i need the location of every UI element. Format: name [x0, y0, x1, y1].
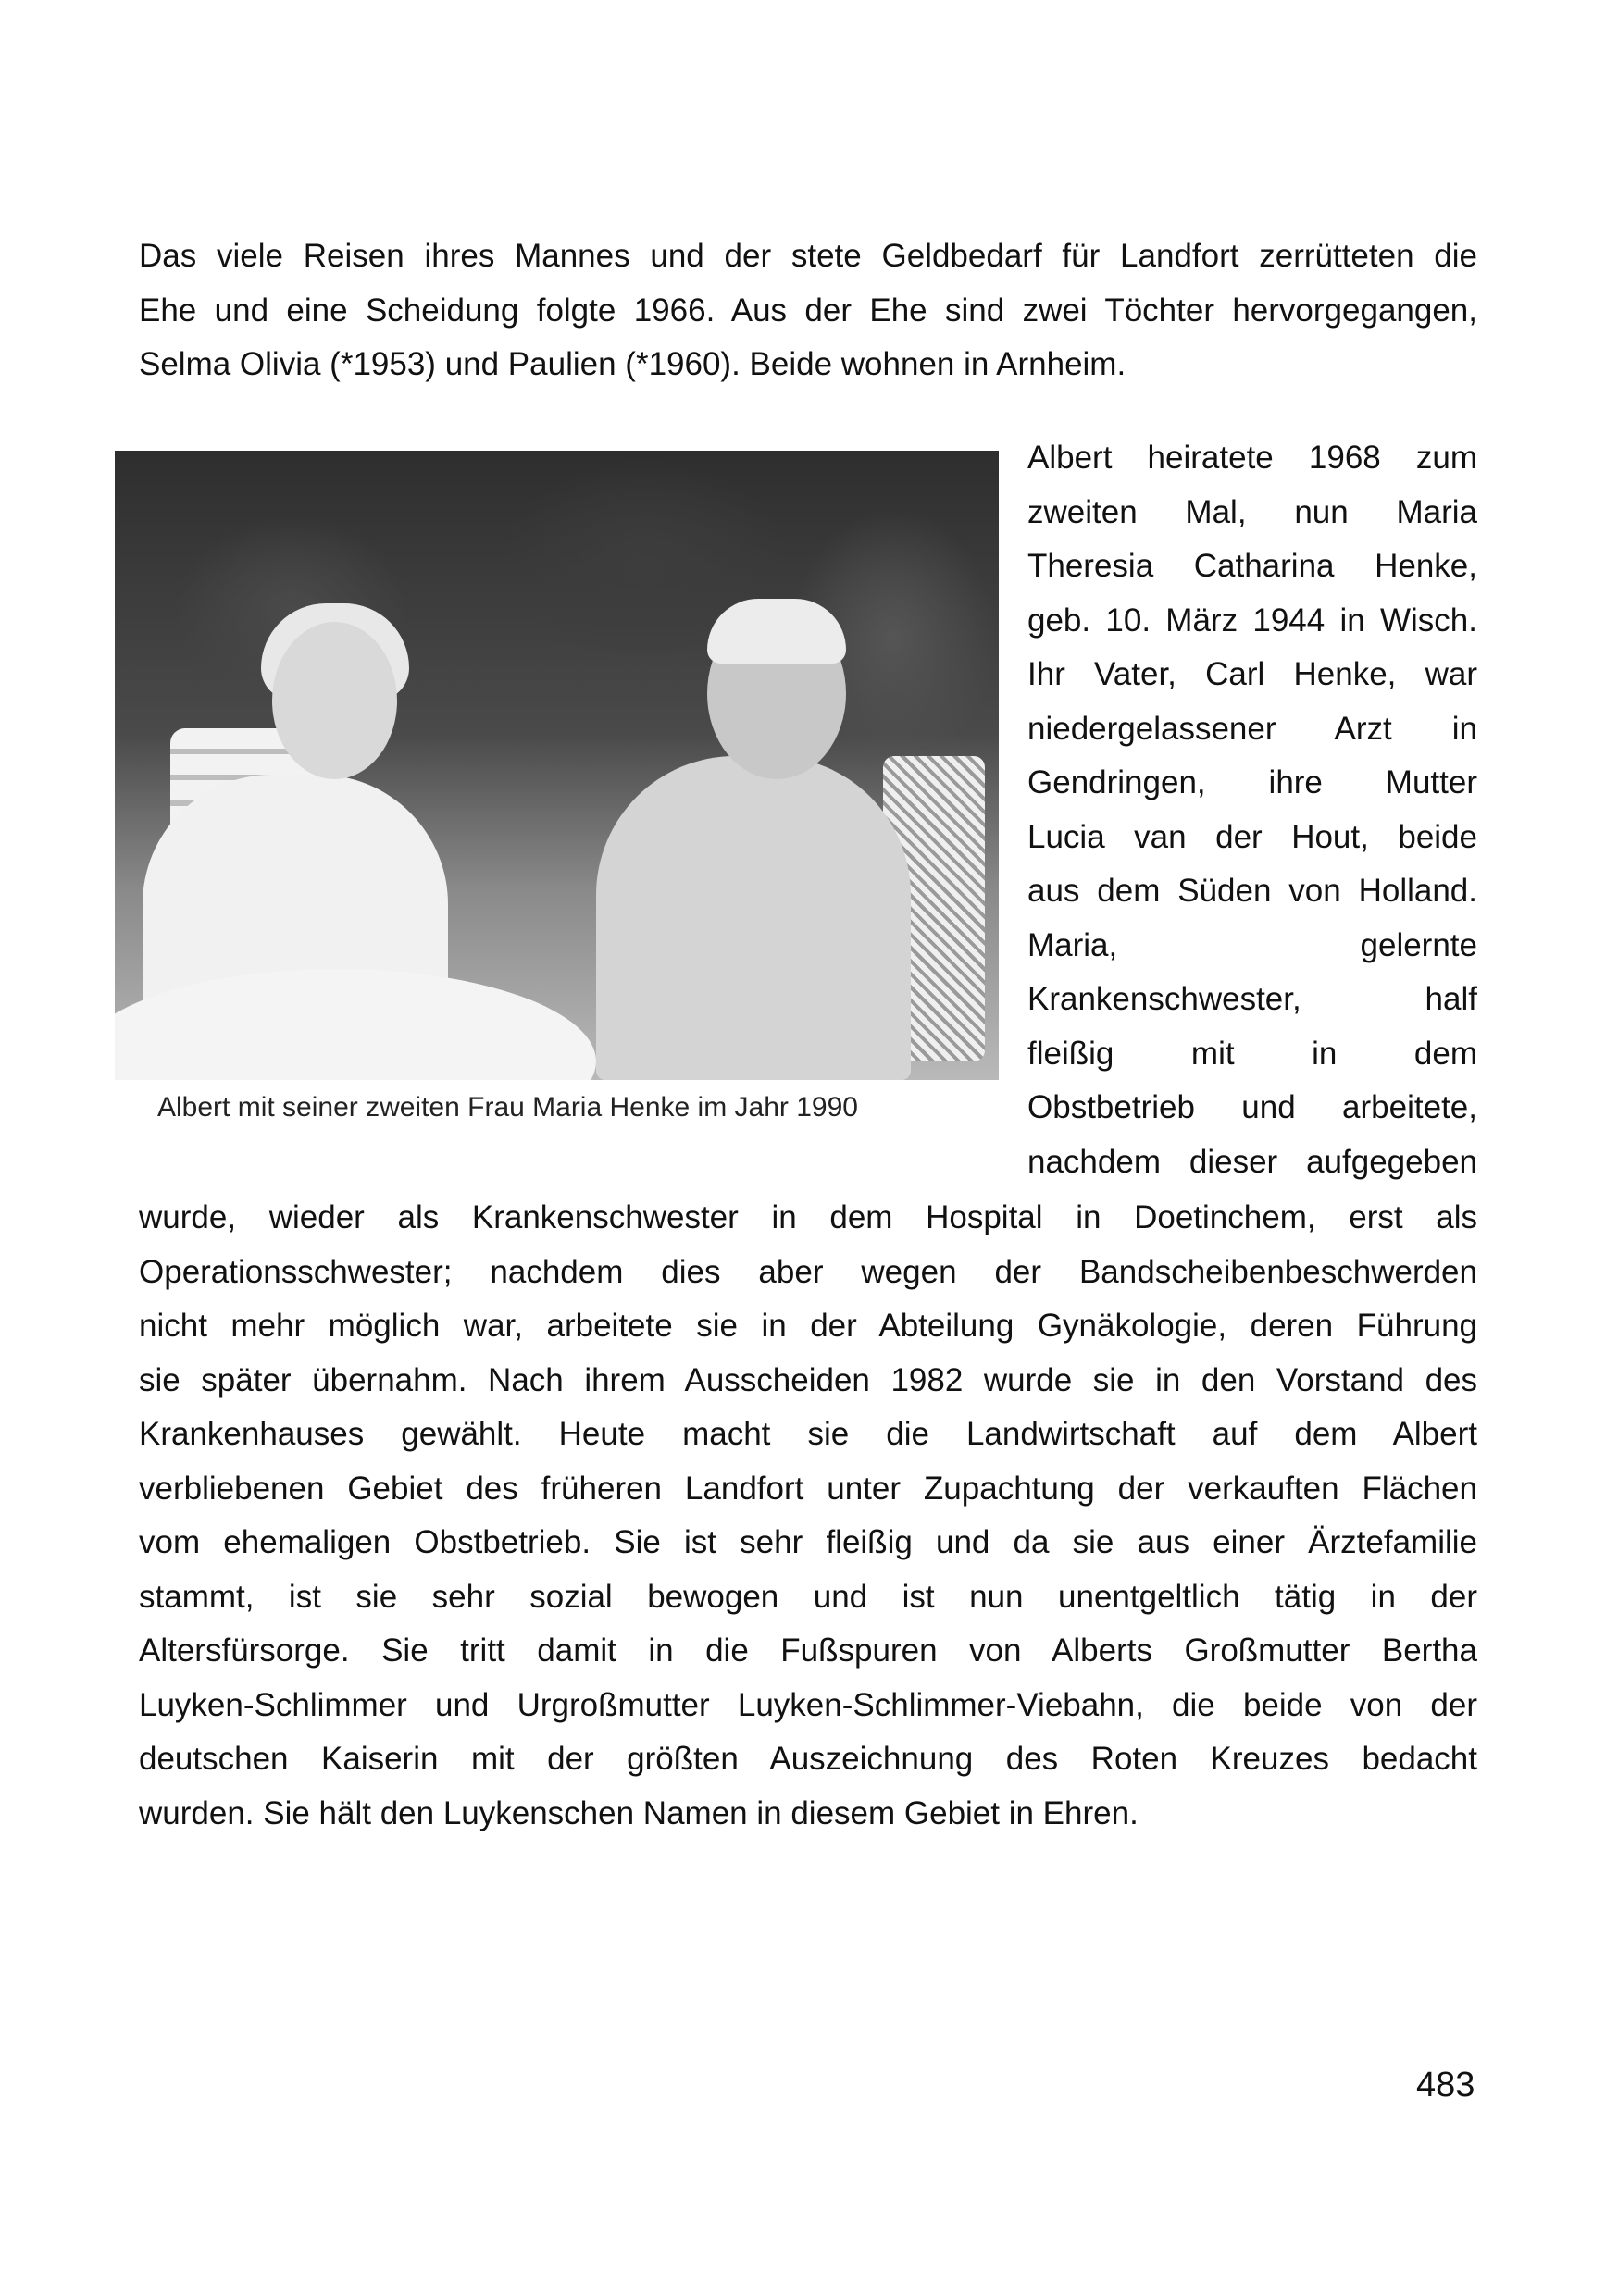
intro-paragraph: [139, 230, 1477, 392]
text-line: wurde, wieder als Krankenschwester in dem Hospital in Doetinchem, erst als: [139, 1199, 1477, 1235]
text-line: Krankenhauses gewählt. Heute macht sie die Landwirtschaft auf dem Albert: [139, 1416, 1477, 1452]
text-line: nachdem dieser aufgegeben: [1027, 1143, 1477, 1180]
text-line: wurden. Sie hält den Luykenschen Namen in diesem Gebiet in Ehren.: [139, 1794, 1139, 1831]
text-line: Lucia van der Hout, beide: [1027, 818, 1477, 855]
text-line: Ehe und eine Scheidung folgte 1966. Aus der Ehe sind zwei Töchter hervorgegangen,: [139, 292, 1477, 329]
text-line: Theresia Catharina Henke,: [1027, 548, 1477, 584]
photo-figure: [115, 451, 999, 1126]
text-line: Das viele Reisen ihres Mannes und der stete Geldbedarf für Landfort zerrütteten die: [139, 238, 1477, 274]
text-line: Altersfürsorge. Sie tritt damit in die Fußspuren von Alberts Großmutter Bertha: [139, 1632, 1477, 1669]
text-line: deutschen Kaiserin mit der größten Auszeichnung des Roten Kreuzes bedacht: [139, 1741, 1477, 1777]
text-line: fleißig mit in dem: [1027, 1035, 1477, 1072]
text-line: zweiten Mal, nun Maria: [1027, 493, 1477, 530]
photo-caption: Albert mit seiner zweiten Frau Maria Henke im Jahr 1990: [157, 1092, 858, 1123]
garden-table: [115, 969, 596, 1080]
man-hair: [707, 599, 846, 664]
body-paragraph: [139, 1191, 1477, 1841]
text-line: Luyken-Schlimmer und Urgroßmutter Luyken-Schlimmer-Viebahn, die beide von der: [139, 1686, 1477, 1723]
photo-albert-and-maria: [115, 451, 999, 1080]
text-line: Gendringen, ihre Mutter: [1027, 764, 1477, 800]
text-line: nicht mehr möglich war, arbeitete sie in der Abteilung Gynäkologie, deren Führung: [139, 1308, 1477, 1344]
side-paragraph: [1027, 431, 1477, 1189]
text-line: Selma Olivia (*1953) und Paulien (*1960). Beide wohnen in Arnheim.: [139, 346, 1126, 382]
text-line: aus dem Süden von Holland.: [1027, 873, 1477, 909]
text-line: Albert heiratete 1968 zum: [1027, 440, 1477, 476]
text-line: vom ehemaligen Obstbetrieb. Sie ist sehr fleißig und da sie aus einer Ärztefamilie: [139, 1524, 1477, 1560]
text-line: verbliebenen Gebiet des früheren Landfort unter Zupachtung der verkauften Flächen: [139, 1470, 1477, 1507]
text-line: geb. 10. März 1944 in Wisch.: [1027, 602, 1477, 639]
text-line: stammt, ist sie sehr sozial bewogen und ist nun unentgeltlich tätig in der: [139, 1578, 1477, 1615]
woman-face: [272, 622, 397, 779]
text-line: Ihr Vater, Carl Henke, war: [1027, 656, 1477, 692]
text-line: Krankenschwester, half: [1027, 981, 1477, 1017]
text-line: sie später übernahm. Nach ihrem Ausscheiden 1982 wurde sie in den Vorstand des: [139, 1361, 1477, 1398]
text-line: Maria, gelernte: [1027, 926, 1477, 963]
text-line: Operationsschwester; nachdem dies aber wegen der Bandscheibenbeschwerden: [139, 1253, 1477, 1290]
man-figure: [596, 756, 911, 1080]
text-line: Obstbetrieb und arbeitete,: [1027, 1089, 1477, 1125]
page-number: 483: [1416, 2066, 1475, 2104]
text-line: niedergelassener Arzt in: [1027, 710, 1477, 747]
